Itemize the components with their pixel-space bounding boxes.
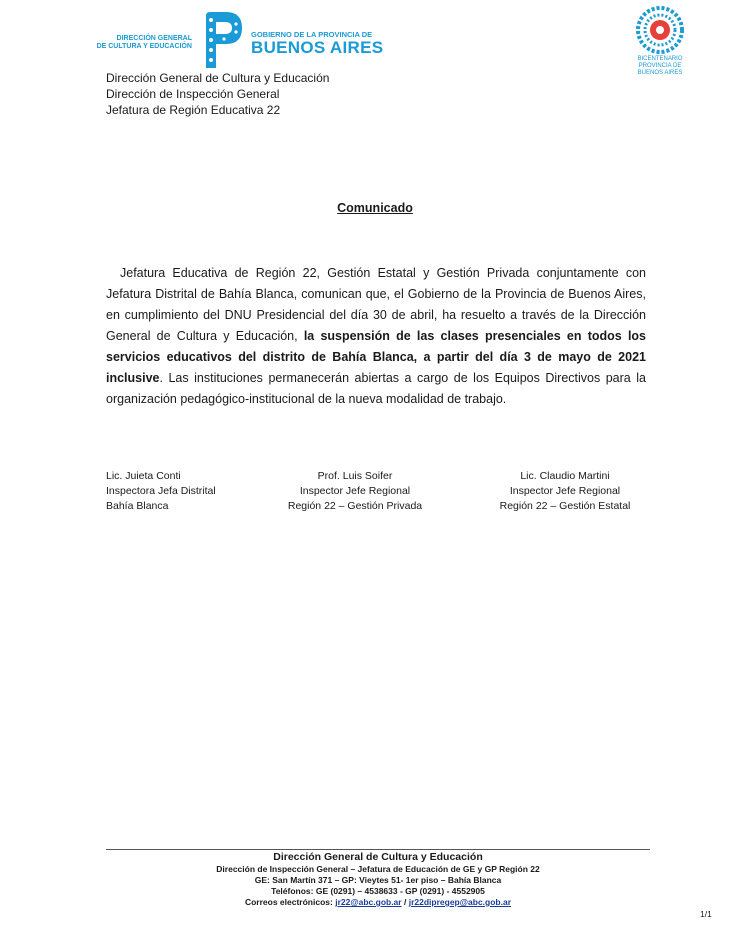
footer-title: Dirección General de Cultura y Educación <box>273 851 483 863</box>
footer-line1: Dirección de Inspección General – Jefatura de Educación de GE y GP Región 22 <box>216 864 540 874</box>
letterhead-line2: Dirección de Inspección General <box>106 87 280 101</box>
footer-phones: Teléfonos: GE (0291) – 4538633 - GP (0291) - 4552905 <box>271 886 485 896</box>
bicentenario-line2: PROVINCIA DE <box>638 63 682 69</box>
signature-name: Prof. Luis Soifer <box>317 470 393 482</box>
body-paragraph <box>106 263 646 410</box>
dgce-gobierno-logo <box>96 10 386 72</box>
email-separator: / <box>403 897 407 907</box>
footer <box>106 851 650 908</box>
body-intro: Jefatura Educativa de Región 22, Gestión Estatal y Gestión Privada conjuntamente con Jefatura Distrital de Bahía Blanca, comunican que, el Gobierno de la Provincia de Buenos Aires, en cumplimiento del DNU Presidencial del día 30 de abril, ha resuelto a través de la Dirección General de Cultura y Educación, <box>106 266 646 343</box>
footer-emails-label: Correos electrónicos: <box>244 897 333 907</box>
letterhead-line3: Jefatura de Región Educativa 22 <box>106 103 281 117</box>
footer-address: GE: San Martín 371 – GP: Vieytes 51- 1er piso – Bahía Blanca <box>254 875 502 885</box>
bicentenario-sun-icon <box>636 6 684 54</box>
signature-area: Bahía Blanca <box>106 500 169 512</box>
dgce-logo-text <box>96 35 192 51</box>
footer-emails <box>106 897 650 908</box>
bicentenario-logo <box>630 6 690 84</box>
signature-area: Región 22 – Gestión Estatal <box>499 500 631 512</box>
bicentenario-line3: BUENOS AIRES <box>637 70 683 76</box>
page-number: 1/1 <box>700 909 712 919</box>
footer-divider <box>106 849 650 850</box>
province-p-logo-icon <box>200 10 244 70</box>
signature-role: Inspector Jefe Regional <box>299 485 411 497</box>
dgce-logo-line1: DIRECCIÓN GENERAL <box>116 35 192 42</box>
letterhead-line1: Dirección General de Cultura y Educación <box>106 71 330 85</box>
document-title: Comunicado <box>337 201 413 215</box>
signature-block-martini <box>480 469 650 514</box>
gobierno-logo-line1: GOBIERNO DE LA PROVINCIA DE <box>251 30 373 39</box>
signature-role: Inspectora Jefa Distrital <box>106 485 216 497</box>
signature-block-conti <box>106 469 276 514</box>
signature-name: Lic. Claudio Martini <box>520 470 610 482</box>
gobierno-logo-line2: BUENOS AIRES <box>251 38 384 57</box>
body-outro: . Las instituciones permanecerán abiertas a cargo de los Equipos Directivos para la organización pedagógico-institucional de la nueva modalidad de trabajo. <box>106 371 646 406</box>
bicentenario-text <box>630 56 690 77</box>
dgce-logo-line2: DE CULTURA Y EDUCACIÓN <box>96 43 192 50</box>
letterhead <box>106 70 329 118</box>
signature-area: Región 22 – Gestión Privada <box>287 500 423 512</box>
body-bold-announcement: la suspensión de las clases presenciales en todos los servicios educativos del distrito de Bahía Blanca, a partir del día 3 de mayo de 2021 inclusive <box>106 329 646 385</box>
bicentenario-line1: BICENTENARIO <box>637 56 683 62</box>
signature-block-soifer <box>270 469 440 514</box>
signature-role: Inspector Jefe Regional <box>509 485 621 497</box>
signature-name: Lic. Juieta Conti <box>106 470 181 482</box>
email-link-jr22dipregep[interactable]: jr22dipregep@abc.gob.ar <box>408 897 512 907</box>
email-link-jr22[interactable]: jr22@abc.gob.ar <box>335 897 402 907</box>
